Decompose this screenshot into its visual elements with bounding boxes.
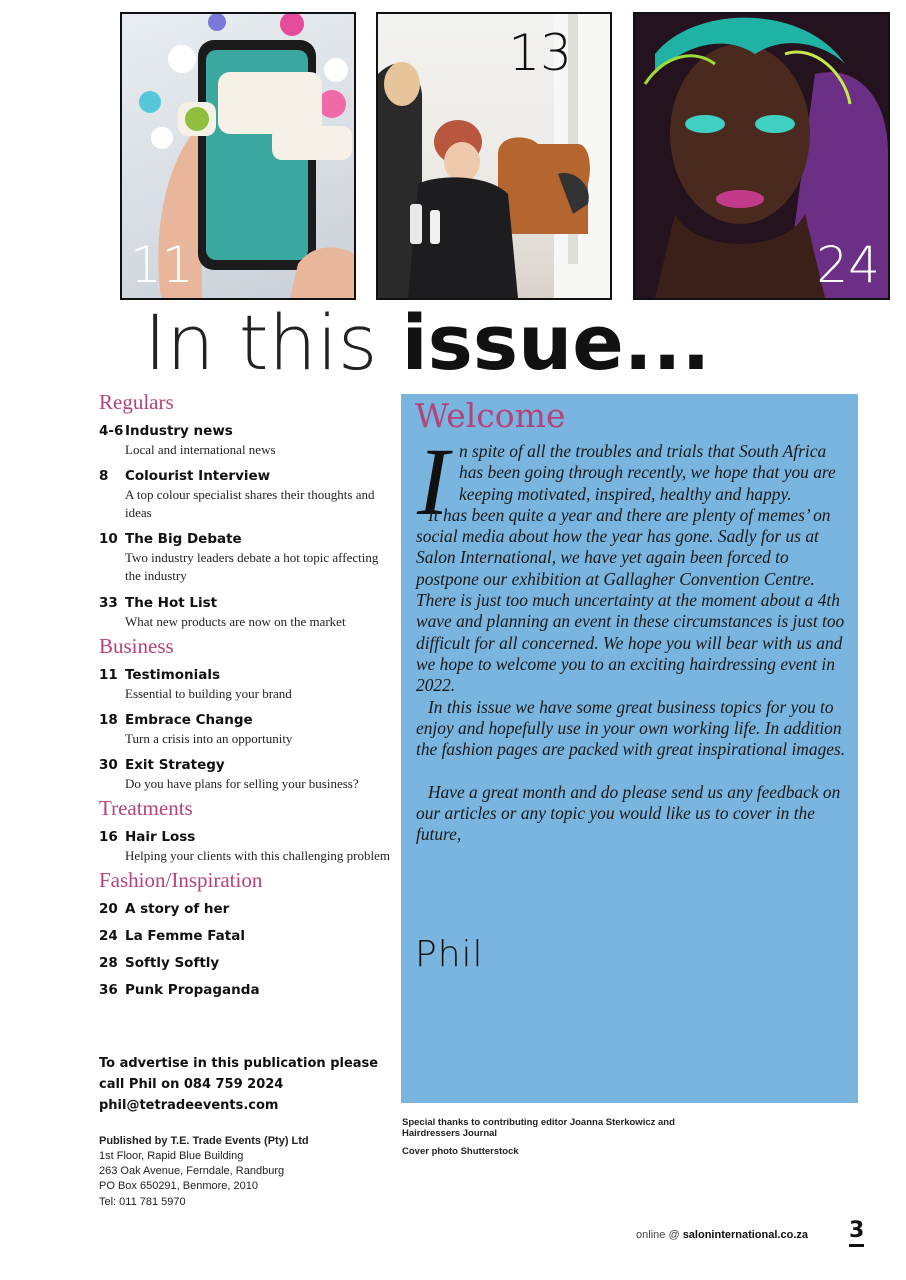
item-desc: Local and international news	[125, 442, 276, 457]
item-title-exit-strategy[interactable]: Exit Strategy	[125, 757, 225, 773]
photo-loved-it-phone	[120, 12, 356, 300]
signature: Phil	[415, 934, 484, 975]
item-title-big-debate[interactable]: The Big Debate	[125, 531, 242, 547]
item-desc: Do you have plans for selling your business?	[125, 776, 359, 791]
item-page-number: 24	[99, 928, 118, 944]
item-desc: Essential to building your brand	[125, 686, 292, 701]
item-title-la-femme-fatal[interactable]: La Femme Fatal	[125, 928, 245, 944]
section-title-fashion: Fashion/Inspiration	[99, 868, 263, 892]
welcome-panel	[401, 394, 858, 1103]
page-ref-number: 13	[508, 24, 572, 82]
salon-illustration	[378, 14, 610, 298]
item-desc: Two industry leaders debate a hot topic affecting the industry	[125, 550, 379, 583]
item-title-embrace-change[interactable]: Embrace Change	[125, 712, 253, 728]
publisher-phone: Tel: 011 781 5970	[99, 1196, 186, 1208]
advertise-email-link[interactable]: phil@tetradeevents.com	[99, 1098, 279, 1113]
item-title-hot-list[interactable]: The Hot List	[125, 595, 218, 611]
credit-thanks: Special thanks to contributing editor Joanna Sterkowicz and Hairdressers Journal	[402, 1117, 675, 1139]
item-desc: Turn a crisis into an opportunity	[125, 731, 293, 746]
welcome-paragraph: It has been quite a year and there are plenty of memes’ on social media about how the year has gone. Sadly for us at Salon International, we have yet again been forced to postpone our exhibition at Gallagher Convention Centre. There is just too much uncertainty at the moment about a 4th wave and planning an event in these circumstances is just too difficult for all concerned. We hope you will bear with us and we hope to welcome you to an exciting hairdressing event in 2022.	[416, 504, 845, 696]
section-title-treatments: Treatments	[99, 796, 193, 820]
page-number: 3	[849, 1220, 864, 1247]
item-page-number: 11	[99, 667, 118, 683]
publisher-address-line: 1st Floor, Rapid Blue Building	[99, 1150, 244, 1162]
item-page-number: 20	[99, 901, 118, 917]
section-title-business: Business	[99, 634, 174, 658]
page-ref-number: 24	[816, 236, 880, 294]
item-page-number: 33	[99, 595, 118, 611]
heading-light: In this	[144, 298, 402, 387]
footer-online-prefix: online @	[636, 1229, 683, 1241]
page-heading	[144, 298, 711, 387]
item-title-industry-news[interactable]: Industry news	[125, 423, 233, 439]
item-desc: Helping your clients with this challenging problem	[125, 848, 391, 863]
advertise-phone[interactable]: call Phil on 084 759 2024	[99, 1077, 284, 1092]
item-page-number: 30	[99, 757, 118, 773]
item-page-number: 16	[99, 829, 118, 845]
publisher-name: Published by T.E. Trade Events (Pty) Ltd	[99, 1135, 309, 1147]
footer-website[interactable]	[636, 1229, 808, 1241]
item-title-colourist-interview[interactable]: Colourist Interview	[125, 468, 271, 484]
advertise-line: To advertise in this publication please	[99, 1056, 379, 1071]
page-ref-number: 11	[130, 236, 194, 294]
item-title-hair-loss[interactable]: Hair Loss	[125, 829, 196, 845]
item-title-softly-softly[interactable]: Softly Softly	[125, 955, 220, 971]
footer-site-link[interactable]: saloninternational.co.za	[682, 1229, 808, 1241]
publisher-address-line: PO Box 650291, Benmore, 2010	[99, 1180, 258, 1192]
item-page-number: 36	[99, 982, 118, 998]
drop-cap: I	[417, 428, 449, 535]
section-title-regulars: Regulars	[99, 390, 174, 414]
item-title-punk-propaganda[interactable]: Punk Propaganda	[125, 982, 260, 998]
item-page-number: 18	[99, 712, 118, 728]
item-page-number: 8	[99, 468, 109, 484]
welcome-paragraph: In this issue we have some great business topics for you to enjoy and hopefully use in your own working life. In addition the fashion pages are packed with great inspirational images.	[416, 696, 846, 760]
welcome-title: Welcome	[415, 396, 566, 435]
photo-salon-stylist	[376, 12, 612, 300]
publisher-address-line: 263 Oak Avenue, Ferndale, Randburg	[99, 1165, 285, 1177]
heading-bold: issue...	[401, 298, 711, 387]
credit-cover-photo: Cover photo Shutterstock	[402, 1146, 519, 1157]
item-desc: A top colour specialist shares their thoughts and ideas	[125, 487, 375, 520]
item-page-number: 4-6	[99, 423, 124, 439]
welcome-paragraph: n spite of all the troubles and trials that South Africa has been going through recently, we hope that you are keeping motivated, inspired, healthy and happy.	[459, 441, 836, 504]
item-page-number: 10	[99, 531, 118, 547]
item-page-number: 28	[99, 955, 118, 971]
item-title-testimonials[interactable]: Testimonials	[125, 667, 221, 683]
welcome-body	[416, 441, 848, 846]
item-desc: What new products are now on the market	[125, 614, 346, 629]
item-title-story-of-her[interactable]: A story of her	[125, 901, 230, 917]
photo-fashion-portrait	[633, 12, 890, 300]
welcome-paragraph: Have a great month and do please send us any feedback on our articles or any topic you would like us to cover in the future,	[416, 781, 841, 845]
